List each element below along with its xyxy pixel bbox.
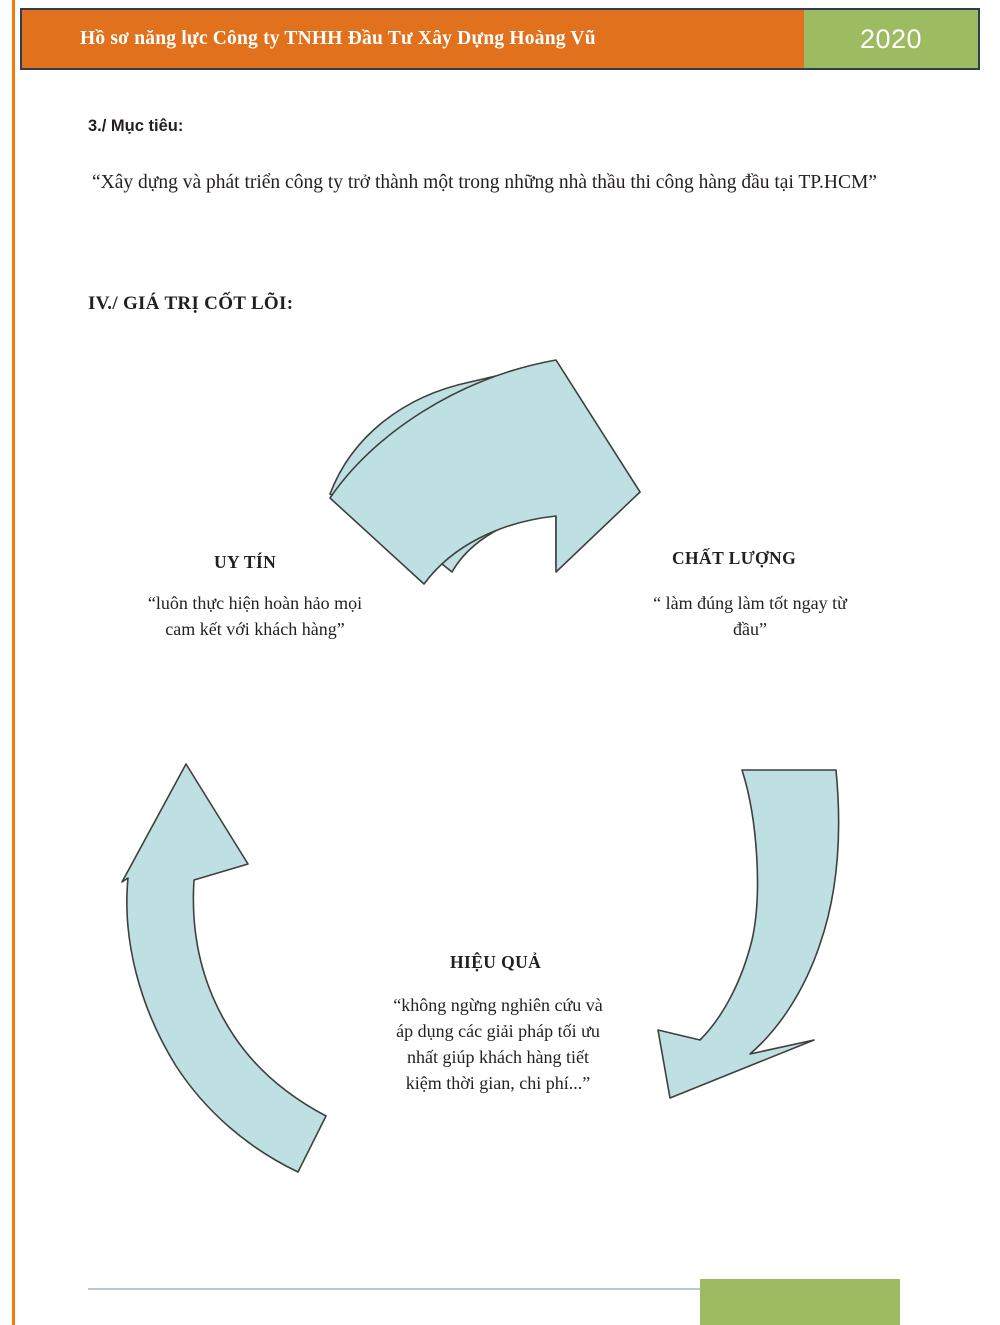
- label-uy-tin: UY TÍN: [214, 552, 277, 572]
- arrow-right-shape: [658, 770, 839, 1098]
- label-chat-luong: CHẤT LƯỢNG: [672, 548, 797, 568]
- goal-heading: 3./ Mục tiêu:: [88, 117, 184, 135]
- caption-hieu-qua: “không ngừng nghiên cứu và áp dụng các giải pháp tối ưu nhất giúp khách hàng tiết kiệm thời gian, chi phí...”: [393, 995, 603, 1094]
- core-values-diagram: [0, 340, 1000, 1200]
- caption-chat-luong: “ làm đúng làm tốt ngay từ đầu”: [653, 593, 847, 640]
- goal-text: “Xây dựng và phát triển công ty trở thành một trong những nhà thầu thi công hàng đầu tại TP.HCM”: [92, 172, 877, 193]
- core-values-heading: IV./ GIÁ TRỊ CỐT LÕI:: [88, 293, 294, 314]
- page-header: [20, 8, 980, 70]
- header-year: 2020: [804, 10, 978, 68]
- header-title: Hồ sơ năng lực Công ty TNHH Đầu Tư Xây Dựng Hoàng Vũ: [22, 10, 804, 68]
- label-hieu-qua: HIỆU QUẢ: [450, 952, 542, 972]
- caption-uy-tin: “luôn thực hiện hoàn hảo mọi cam kết với khách hàng”: [147, 593, 363, 640]
- page-number: 7: [915, 1286, 924, 1303]
- footer-accent-box: [700, 1279, 900, 1325]
